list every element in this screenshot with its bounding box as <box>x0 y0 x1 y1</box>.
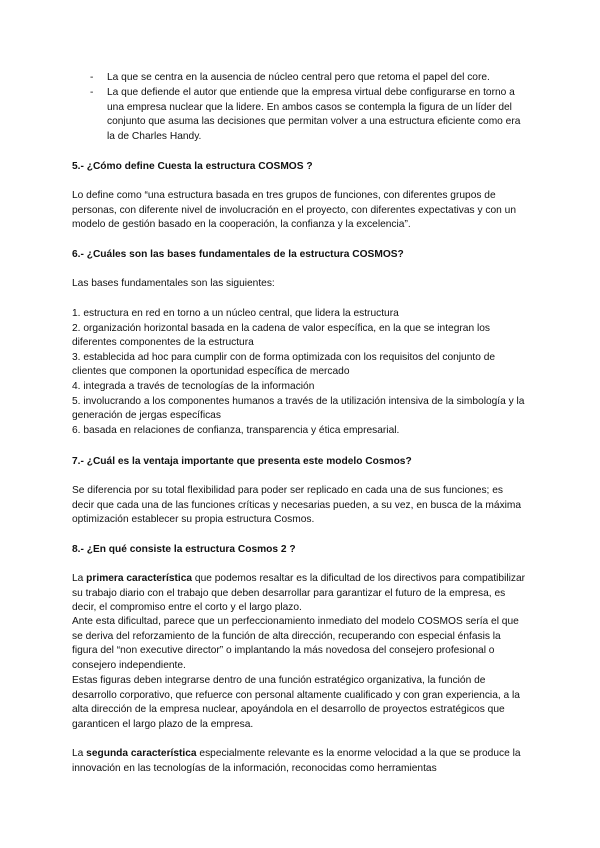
list-item: 3. establecida ad hoc para cumplir con de forma optimizada con los requisitos del conjunto de clientes que componen la oportunidad específica de mercado <box>72 351 496 378</box>
bullet-marker: - <box>90 72 94 83</box>
answer-q8-p4 <box>72 747 527 776</box>
answer-q7: Se diferencia por su total flexibilidad para poder ser replicado en cada una de sus funciones; es decir que cada una de las funciones críticas y necesarias pueden, a su vez, en busca de la máxima optimización establecer su propia estructura Cosmos. <box>72 485 522 526</box>
answer-q8-p2: Ante esta dificultad, parece que un perfeccionamiento inmediato del modelo COSMOS sería el que se deriva del reforzamiento de la función de alta dirección, recuperando con especial énfasis la figura del “non executive director” o implantando la más novedosa del consejero profesional o consejero independiente. <box>72 616 519 671</box>
text-run: La <box>72 748 87 759</box>
bold-term: segunda característica <box>86 748 197 759</box>
section-heading-q7: 7.- ¿Cuál es la ventaja importante que presenta este modelo Cosmos? <box>72 456 412 467</box>
answer-q8-p3: Estas figuras deben integrarse dentro de una función estratégico organizativa, la función de desarrollo corporativo, que refuerce con personal altamente cualificado y con gran experiencia, a la alta dirección de la empresa nuclear, apoyándola en el desarrollo de proyectos estratégicos que garanticen el largo plazo de la empresa. <box>72 675 520 730</box>
section-heading-q6: 6.- ¿Cuáles son las bases fundamentales de la estructura COSMOS? <box>72 249 404 260</box>
section-heading-q8: 8.- ¿En qué consiste la estructura Cosmos 2 ? <box>72 544 296 555</box>
list-q6 <box>72 307 527 438</box>
bold-term: primera característica <box>86 573 193 584</box>
list-item: 4. integrada a través de tecnologías de la información <box>72 380 315 392</box>
list-item: 2. organización horizontal basada en la cadena de valor específica, en la que se integran los diferentes componentes de la estructura <box>72 322 490 349</box>
bullet-marker: - <box>90 87 94 98</box>
list-item: 5. involucrando a los componentes humanos a través de la utilización intensiva de la simbología y la generación de jergas específicas <box>72 395 525 422</box>
bullet-item: La que se centra en la ausencia de núcleo central pero que retoma el papel del core. <box>107 72 490 83</box>
list-item: 6. basada en relaciones de confianza, transparencia y ética empresarial. <box>72 424 400 436</box>
list-item: 1. estructura en red en torno a un núcleo central, que lidera la estructura <box>72 308 399 319</box>
answer-q8-p1 <box>72 572 527 616</box>
text-run: La <box>72 573 87 584</box>
text-run: especialmente relevante es la enorme velocidad a la que se produce la innovación en las tecnologías de la información, reconocidas como herramientas <box>72 748 521 774</box>
bullet-item: La que defiende el autor que entiende que la empresa virtual debe configurarse en torno a una empresa nuclear que la lidere. En ambos casos se contempla la figura de un líder del conjunto que asuma las decisiones que permitan volver a una estructura eficiente como era la de Charles Handy. <box>107 87 521 142</box>
intro-q6: Las bases fundamentales son las siguientes: <box>72 278 275 289</box>
text-run: que podemos resaltar es la dificultad de los directivos para compatibilizar su trabajo diario con el trabajo que deben desarrollar para garantizar el futuro de la empresa, es decir, el compromiso entre el corto y el largo plazo. <box>72 573 526 614</box>
answer-q5: Lo define como “una estructura basada en tres grupos de funciones, con diferentes grupos de personas, con diferente nivel de involucración en el proyecto, con diferentes expectativas y con un modelo de gestión basado en la cooperación, la confianza y la excelencia”. <box>72 190 516 231</box>
section-heading-q5: 5.- ¿Cómo define Cuesta la estructura COSMOS ? <box>72 161 313 172</box>
